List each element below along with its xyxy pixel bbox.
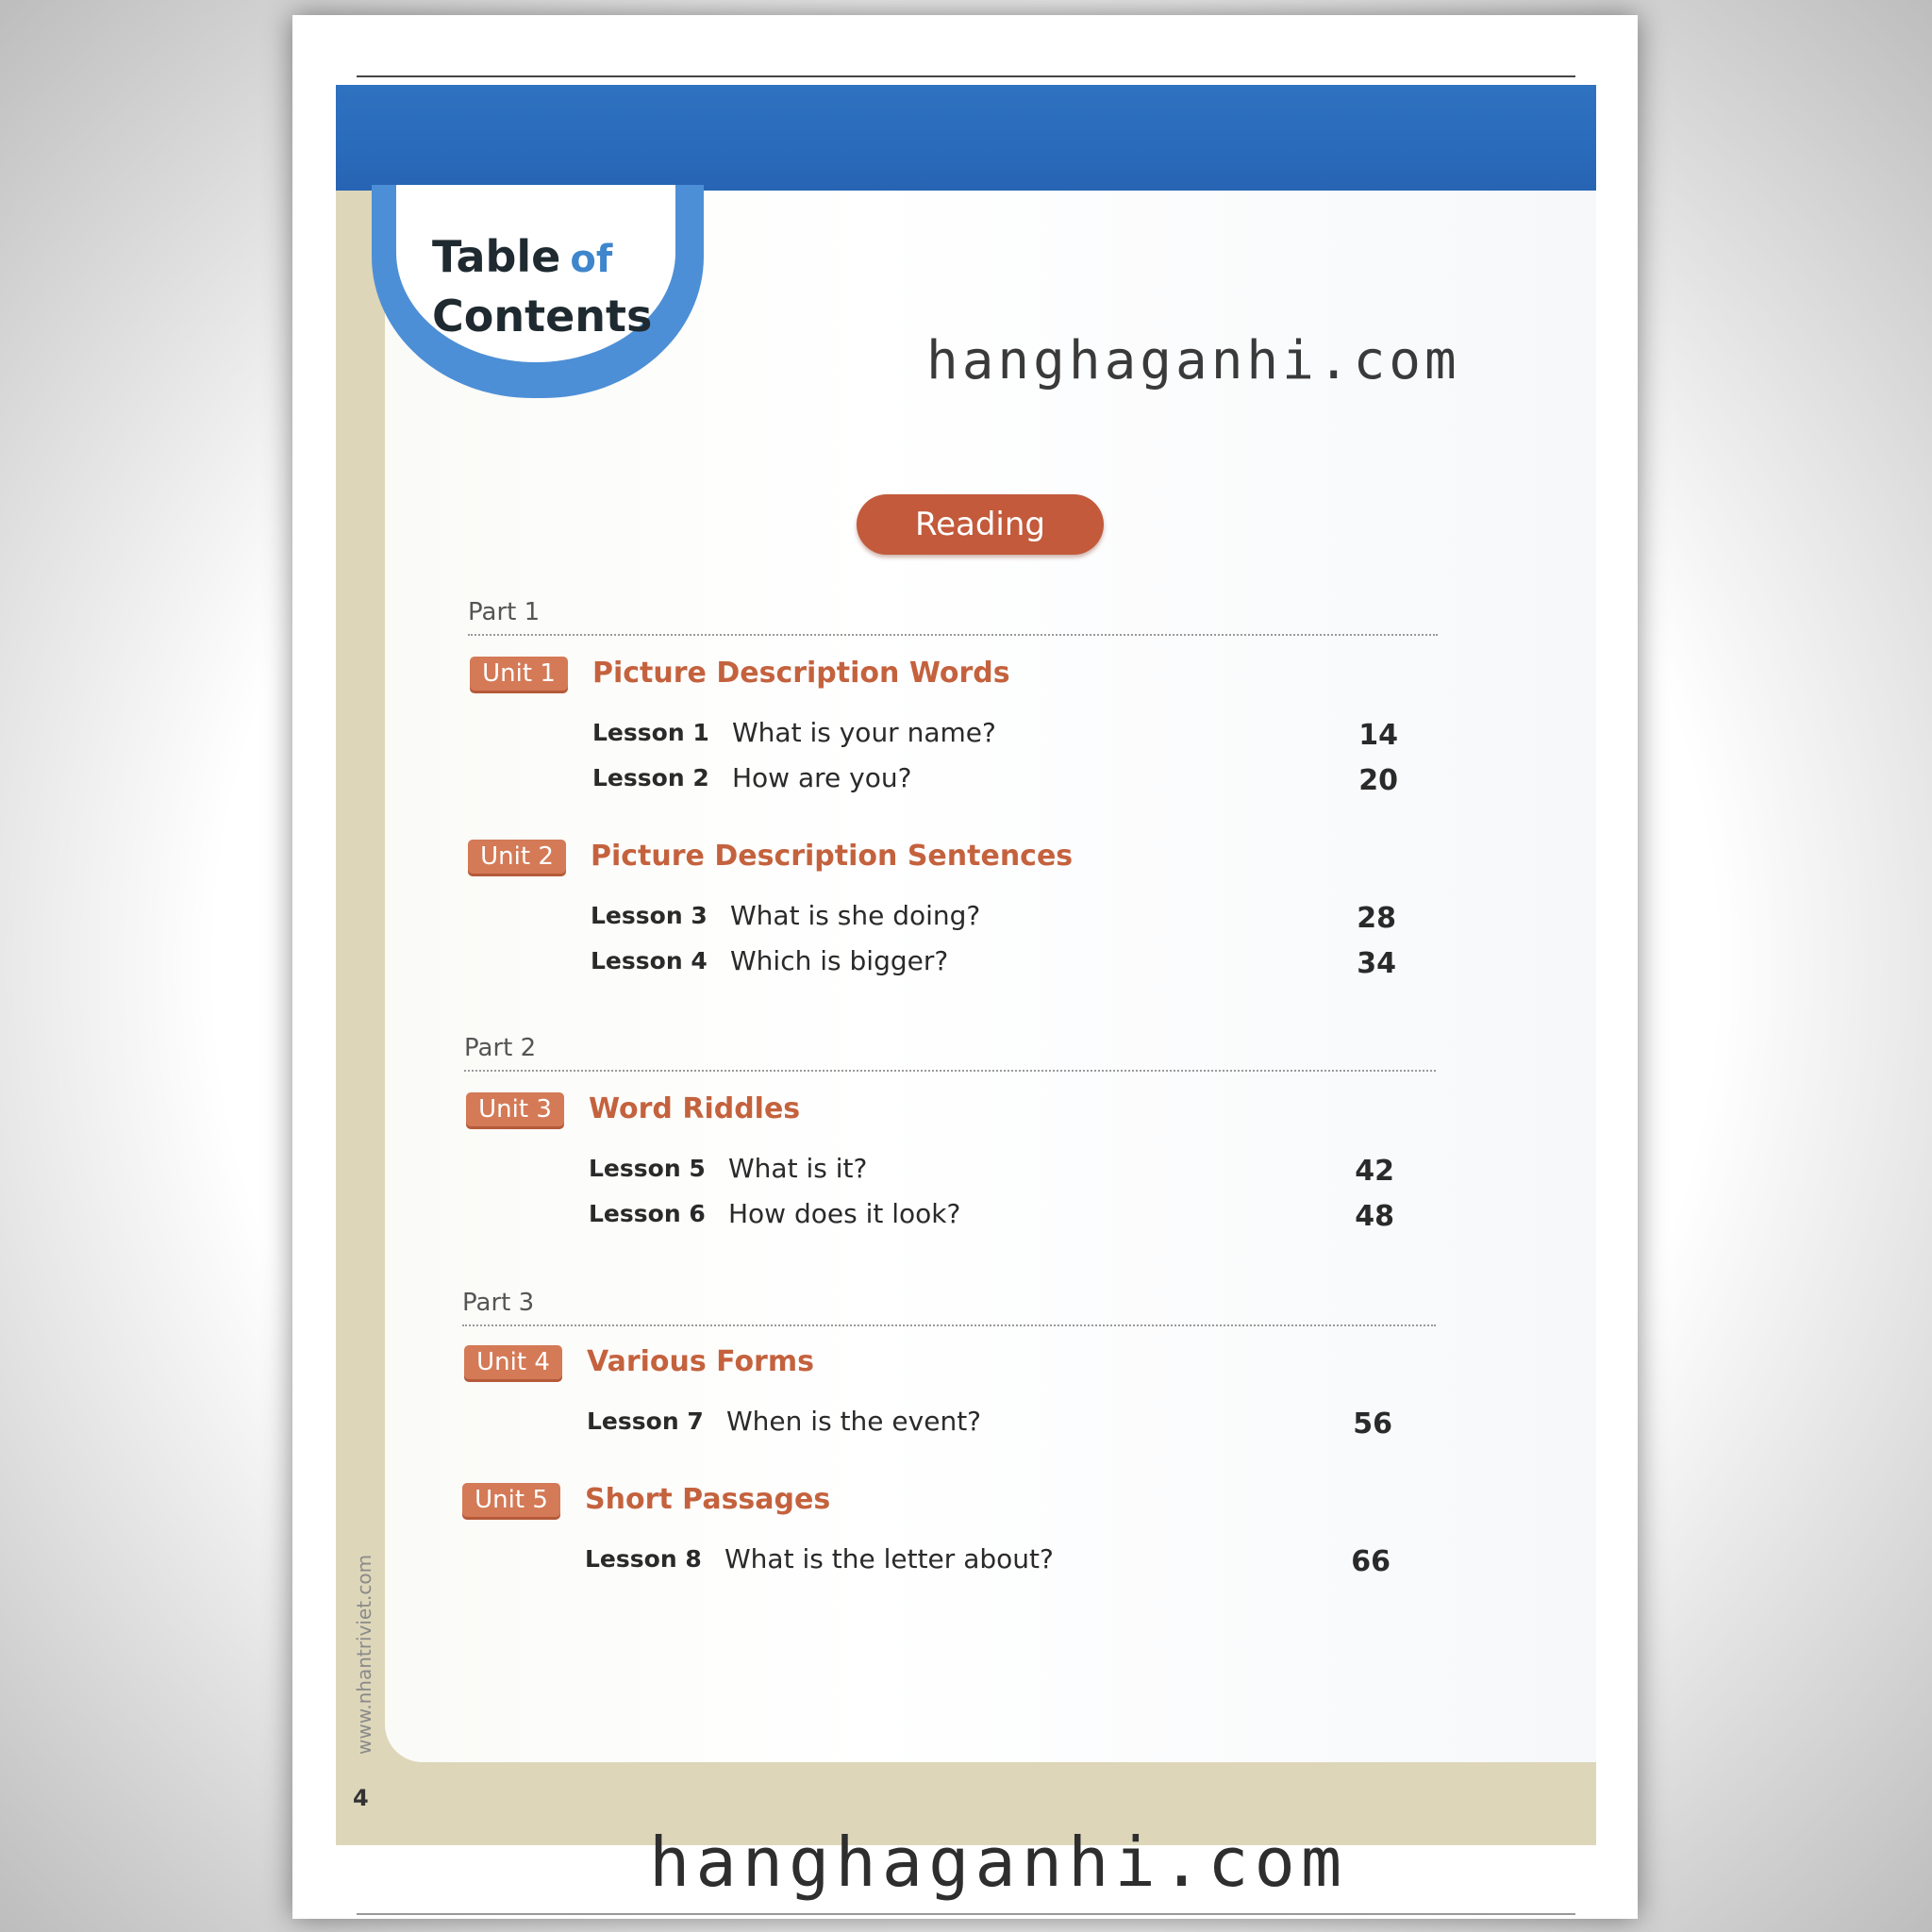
lesson-label: Lesson 6 [589, 1200, 706, 1227]
header-band [336, 85, 1596, 191]
page-number: 48 [1355, 1200, 1394, 1233]
page-folio: 4 [353, 1785, 369, 1811]
title-word-table: Table [432, 231, 561, 282]
lesson-label: Lesson 3 [591, 902, 708, 929]
part-divider [464, 1070, 1436, 1072]
page-number: 20 [1358, 764, 1398, 797]
page-number: 42 [1355, 1155, 1394, 1188]
unit-tag: Unit 3 [466, 1092, 564, 1126]
page-number: 56 [1353, 1407, 1392, 1441]
unit-title: Short Passages [585, 1483, 831, 1516]
lesson-title: How does it look? [728, 1198, 961, 1229]
unit-tag: Unit 2 [468, 840, 566, 874]
content-panel [385, 191, 1596, 1762]
part-label: Part 3 [462, 1289, 535, 1317]
page-title [432, 228, 734, 344]
title-word-of: of [570, 238, 613, 281]
lesson-title: When is the event? [726, 1406, 982, 1437]
unit-title: Picture Description Sentences [591, 840, 1074, 873]
lesson-label: Lesson 2 [592, 764, 709, 791]
unit-title: Word Riddles [589, 1092, 801, 1125]
title-word-contents: Contents [432, 291, 653, 341]
unit-tag: Unit 1 [470, 657, 568, 691]
lesson-label: Lesson 4 [591, 947, 708, 974]
lesson-label: Lesson 8 [585, 1545, 702, 1573]
part-divider [468, 634, 1438, 636]
page-number: 34 [1357, 947, 1396, 980]
watermark-top: hanghaganhi.com [926, 330, 1460, 391]
bottom-rule [357, 1913, 1575, 1915]
lesson-label: Lesson 1 [592, 719, 709, 746]
page-number: 14 [1358, 719, 1398, 752]
lesson-title: What is the letter about? [724, 1543, 1054, 1574]
top-rule [357, 75, 1575, 77]
book-page [336, 85, 1596, 1845]
unit-tag: Unit 5 [462, 1483, 560, 1517]
part-label: Part 1 [468, 598, 541, 626]
watermark-bottom: hanghaganhi.com [649, 1823, 1348, 1902]
document-sheet [292, 15, 1638, 1919]
lesson-label: Lesson 7 [587, 1407, 704, 1435]
lesson-label: Lesson 5 [589, 1155, 706, 1182]
part-divider [462, 1324, 1436, 1326]
section-pill-reading: Reading [857, 494, 1104, 555]
page-number: 28 [1357, 902, 1396, 935]
side-url: www.nhantriviet.com [353, 1554, 375, 1755]
unit-title: Picture Description Words [592, 657, 1010, 690]
lesson-title: What is your name? [732, 717, 996, 748]
lesson-title: Which is bigger? [730, 945, 949, 976]
lesson-title: How are you? [732, 762, 912, 793]
unit-tag: Unit 4 [464, 1345, 562, 1379]
part-label: Part 2 [464, 1034, 537, 1062]
page-number: 66 [1351, 1545, 1391, 1578]
lesson-title: What is she doing? [730, 900, 981, 931]
lesson-title: What is it? [728, 1153, 868, 1184]
unit-title: Various Forms [587, 1345, 814, 1378]
